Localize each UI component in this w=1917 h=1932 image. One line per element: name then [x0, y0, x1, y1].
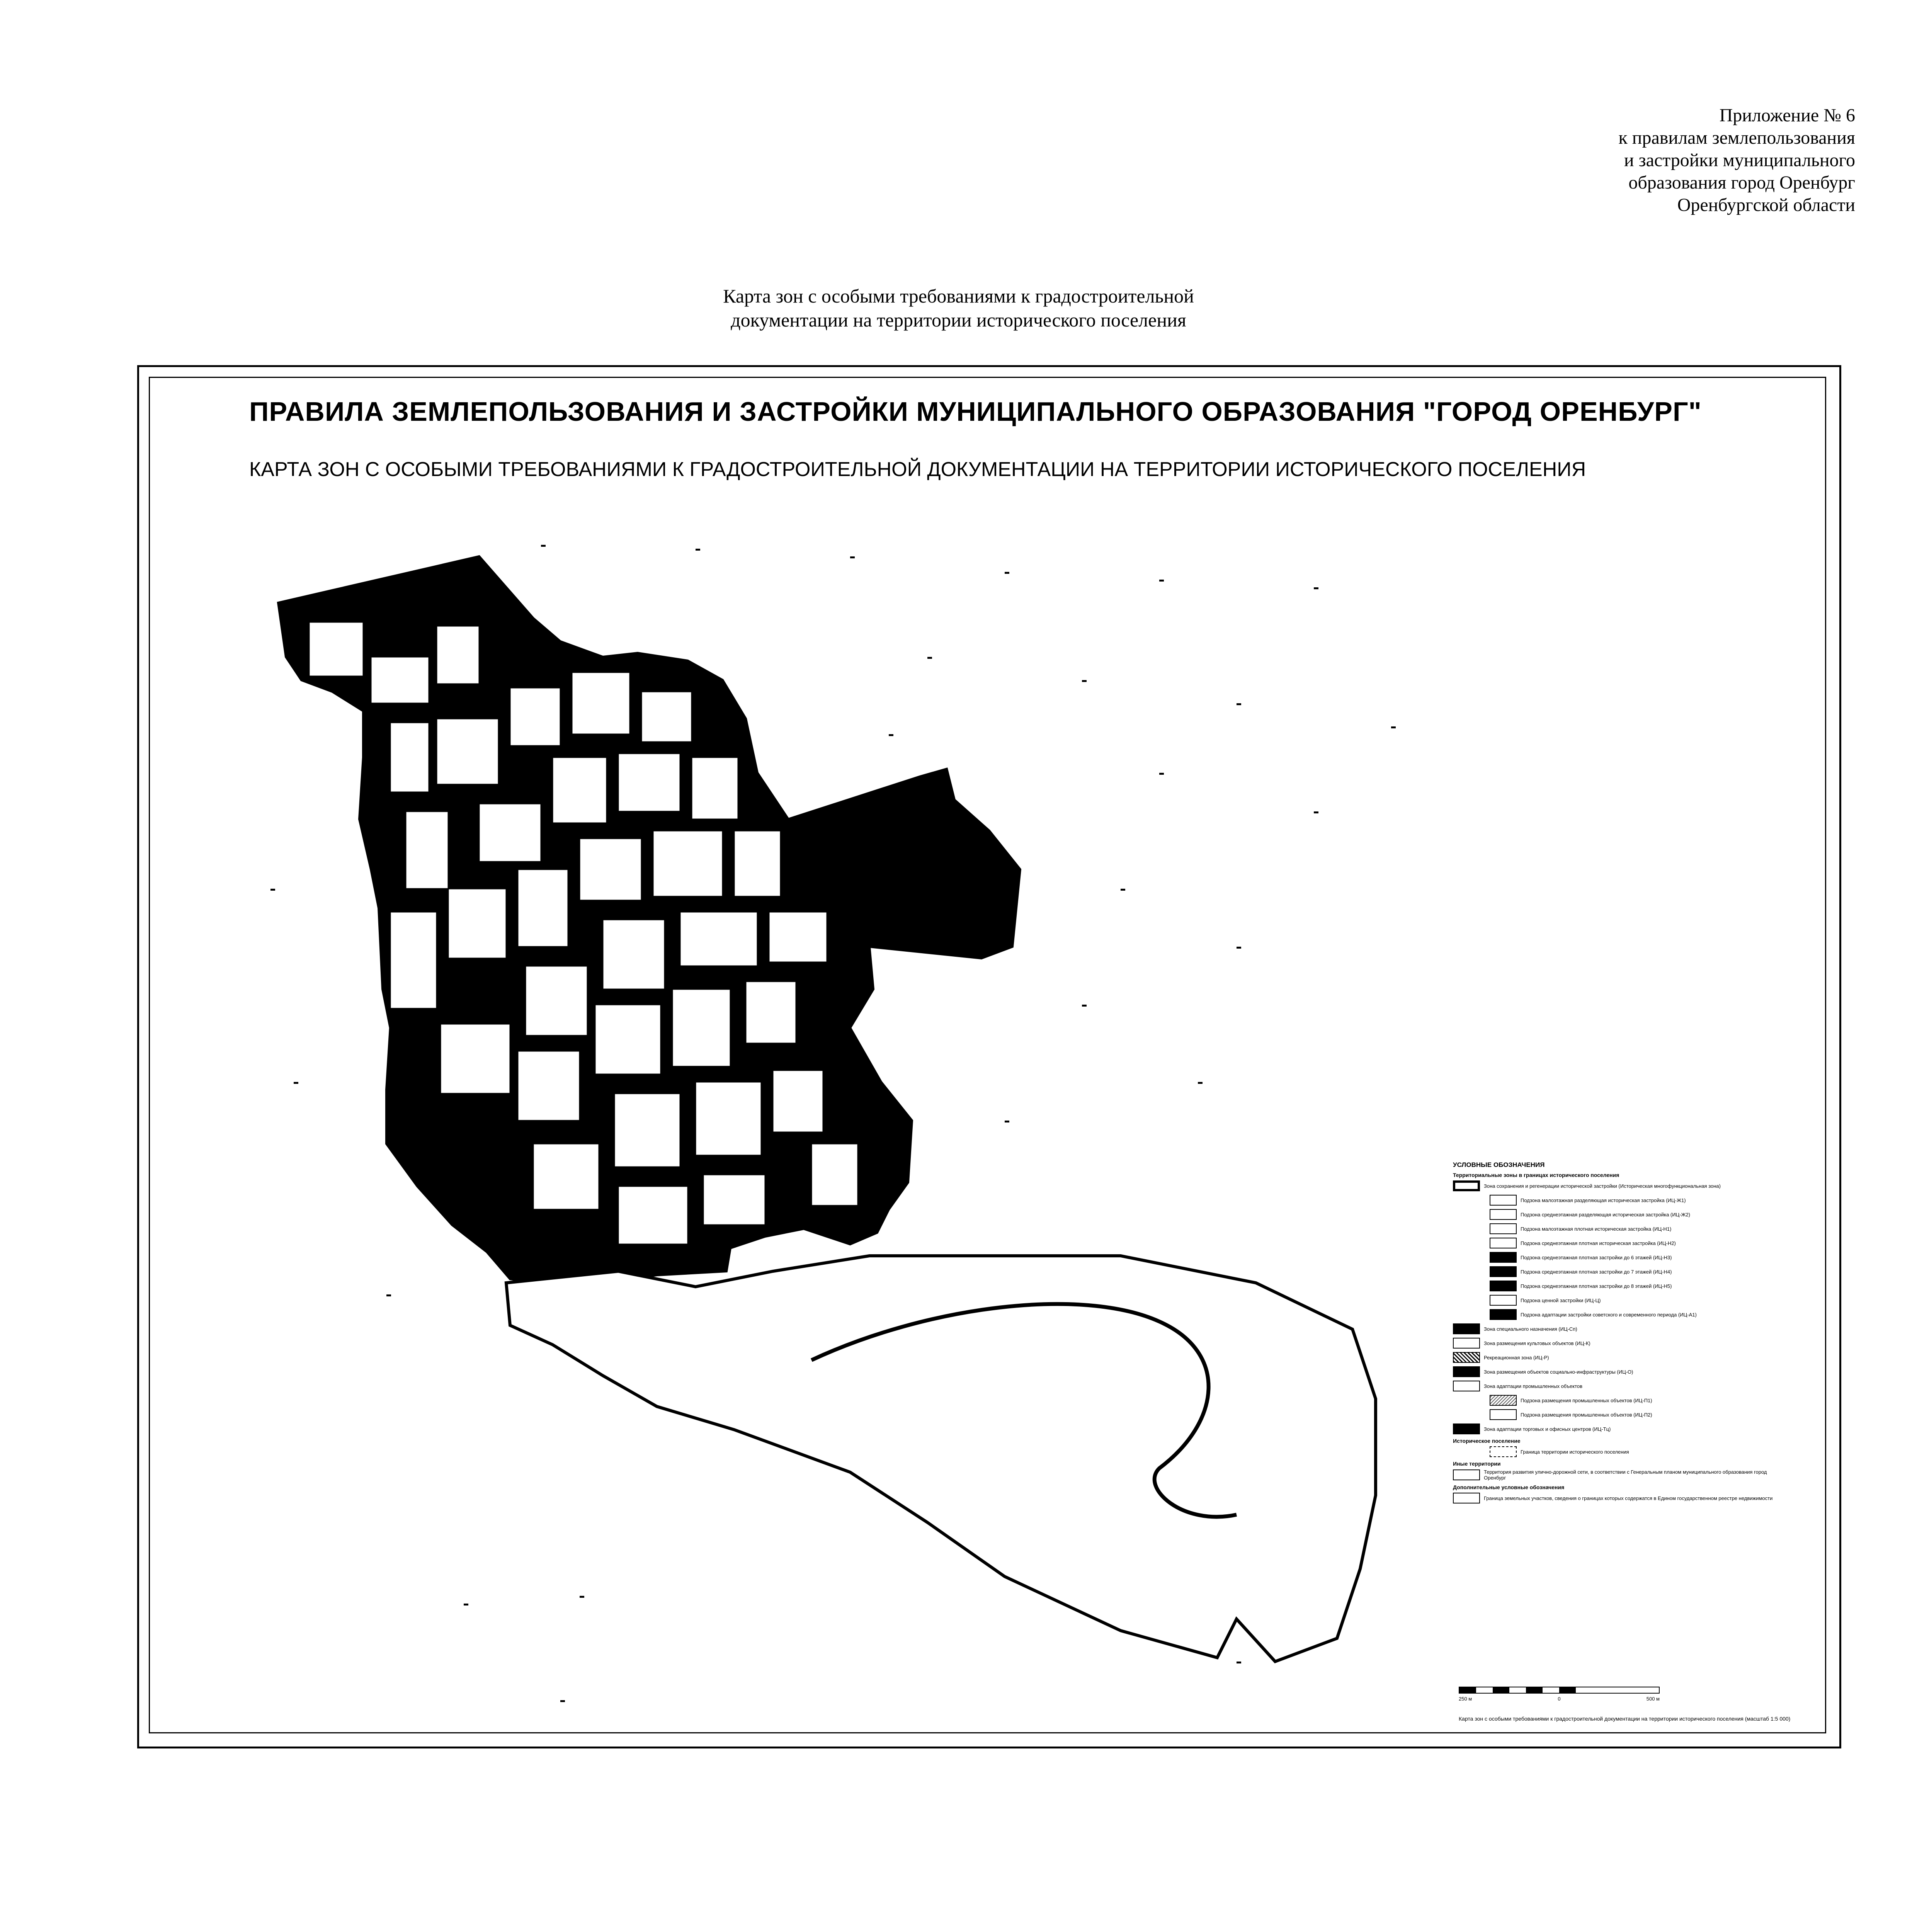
legend-label: Граница земельных участков, сведения о границах которых содержатся в Едином государственном реестре недвижимости	[1484, 1495, 1773, 1501]
legend-item	[1453, 1209, 1778, 1220]
legend-label: Подзона среднеэтажная плотная застройки до 7 этажей (ИЦ-Н4)	[1521, 1269, 1672, 1275]
legend-label: Подзона среднеэтажная плотная застройки до 6 этажей (ИЦ-Н3)	[1521, 1254, 1672, 1260]
legend-swatch	[1490, 1238, 1517, 1248]
legend-label: Зона размещения объектов социально-инфраструктуры (ИЦ-О)	[1484, 1369, 1633, 1375]
legend-item	[1453, 1338, 1778, 1349]
legend-item	[1453, 1238, 1778, 1248]
legend-label: Зона адаптации промышленных объектов	[1484, 1383, 1583, 1389]
scale-tick: 0	[1558, 1696, 1561, 1702]
legend-label: Подзона малоэтажная разделяющая историческая застройка (ИЦ-Ж1)	[1521, 1197, 1686, 1203]
legend-swatch	[1453, 1423, 1480, 1434]
legend-item	[1453, 1223, 1778, 1234]
scale-tick: 250 м	[1459, 1696, 1472, 1702]
scale-ticks	[1459, 1696, 1660, 1702]
legend-item	[1453, 1295, 1778, 1306]
legend-label: Подзона ценной застройки (ИЦ-Ц)	[1521, 1297, 1601, 1303]
legend-item	[1453, 1493, 1778, 1503]
legend-item	[1453, 1323, 1778, 1334]
legend-label: Зона размещения культовых объектов (ИЦ-К)	[1484, 1340, 1590, 1346]
legend-label: Подзона размещения промышленных объектов (ИЦ-П2)	[1521, 1412, 1652, 1418]
legend-swatch	[1490, 1395, 1517, 1406]
scale-tick: 500 м	[1646, 1696, 1660, 1702]
legend-swatch	[1490, 1195, 1517, 1206]
appendix-line: образования город Оренбург	[1628, 172, 1855, 193]
legend-label: Территория развития улично-дорожной сети, в соответствии с Генеральным планом муниципального образования город Оренбург	[1484, 1469, 1767, 1481]
legend-section-zones: Территориальные зоны в границах исторического поселения	[1453, 1172, 1619, 1178]
legend-swatch	[1490, 1223, 1517, 1234]
legend-label: Зона адаптации торговых и офисных центров (ИЦ-Тц)	[1484, 1426, 1611, 1432]
legend-label: Зона специального назначения (ИЦ-Сп)	[1484, 1326, 1577, 1332]
legend-title: УСЛОВНЫЕ ОБОЗНАЧЕНИЯ	[1453, 1161, 1545, 1168]
legend-swatch	[1453, 1352, 1480, 1363]
legend-label: Граница территории исторического поселения	[1521, 1449, 1629, 1455]
legend-swatch	[1490, 1281, 1517, 1291]
legend-swatch	[1490, 1266, 1517, 1277]
appendix-line: Оренбургской области	[1677, 195, 1855, 215]
appendix-line: и застройки муниципального	[1624, 150, 1855, 170]
legend-swatch	[1490, 1209, 1517, 1220]
scale-bar	[1459, 1687, 1660, 1702]
legend-swatch	[1490, 1252, 1517, 1263]
legend-item	[1453, 1180, 1778, 1191]
legend-item	[1453, 1446, 1778, 1457]
scale-bar-graphic	[1459, 1687, 1660, 1694]
legend-item	[1453, 1281, 1778, 1291]
legend-swatch	[1453, 1180, 1480, 1191]
legend-swatch	[1490, 1446, 1517, 1457]
legend-swatch	[1453, 1381, 1480, 1391]
legend-section-settlement: Историческое поселение	[1453, 1438, 1521, 1444]
legend-label: Подзона размещения промышленных объектов (ИЦ-П1)	[1521, 1397, 1652, 1403]
legend-section-extra: Дополнительные условные обозначения	[1453, 1484, 1565, 1490]
legend-label: Подзона малоэтажная плотная историческая застройка (ИЦ-Н1)	[1521, 1226, 1672, 1232]
legend-item	[1453, 1381, 1778, 1391]
caption-line-2: документации на территории исторического поселения	[731, 309, 1186, 331]
caption-line-1: Карта зон с особыми требованиями к градостроительной	[723, 285, 1194, 307]
legend-label: Подзона адаптации застройки советского и современного периода (ИЦ-А1)	[1521, 1311, 1697, 1318]
legend-label: Подзона среднеэтажная разделяющая историческая застройка (ИЦ-Ж2)	[1521, 1211, 1691, 1218]
legend-label: Зона сохранения и регенерации исторической застройки (Историческая многофункциональная зона)	[1484, 1183, 1721, 1189]
legend-swatch	[1453, 1338, 1480, 1349]
appendix-line: к правилам землепользования	[1618, 128, 1855, 148]
legend-swatch	[1490, 1409, 1517, 1420]
map-subtitle: КАРТА ЗОН С ОСОБЫМИ ТРЕБОВАНИЯМИ К ГРАДОСТРОИТЕЛЬНОЙ ДОКУМЕНТАЦИИ НА ТЕРРИТОРИИ ИСТОРИЧЕСКОГО ПОСЕЛЕНИЯ	[249, 458, 1586, 481]
appendix-line: Приложение № 6	[1719, 105, 1855, 126]
legend-item	[1453, 1266, 1778, 1277]
legend-item	[1453, 1352, 1778, 1363]
map-footer: Карта зон с особыми требованиями к градостроительной документации на территории исторического поселения (масштаб 1:5 000)	[1459, 1716, 1791, 1722]
legend-item	[1453, 1252, 1778, 1263]
legend-section-other: Иные территории	[1453, 1461, 1501, 1467]
legend-item	[1453, 1409, 1778, 1420]
legend-item	[1453, 1423, 1778, 1434]
legend-swatch	[1490, 1295, 1517, 1306]
legend-label: Рекреационная зона (ИЦ-Р)	[1484, 1354, 1549, 1361]
legend-swatch	[1453, 1366, 1480, 1377]
map-title: ПРАВИЛА ЗЕМЛЕПОЛЬЗОВАНИЯ И ЗАСТРОЙКИ МУНИЦИПАЛЬНОГО ОБРАЗОВАНИЯ "ГОРОД ОРЕНБУРГ"	[249, 396, 1702, 427]
legend-item	[1453, 1395, 1778, 1406]
legend-label: Подзона среднеэтажная плотная застройки до 8 этажей (ИЦ-Н5)	[1521, 1283, 1672, 1289]
legend-swatch	[1453, 1469, 1480, 1480]
legend-label: Подзона среднеэтажная плотная историческая застройка (ИЦ-Н2)	[1521, 1240, 1676, 1246]
legend-swatch	[1453, 1323, 1480, 1334]
legend-item	[1453, 1195, 1778, 1206]
legend-item	[1453, 1309, 1778, 1320]
legend-items	[1453, 1180, 1778, 1434]
legend-item	[1453, 1469, 1778, 1481]
map-legend	[1453, 1161, 1778, 1507]
legend-item	[1453, 1366, 1778, 1377]
legend-swatch	[1453, 1493, 1480, 1503]
legend-swatch	[1490, 1309, 1517, 1320]
